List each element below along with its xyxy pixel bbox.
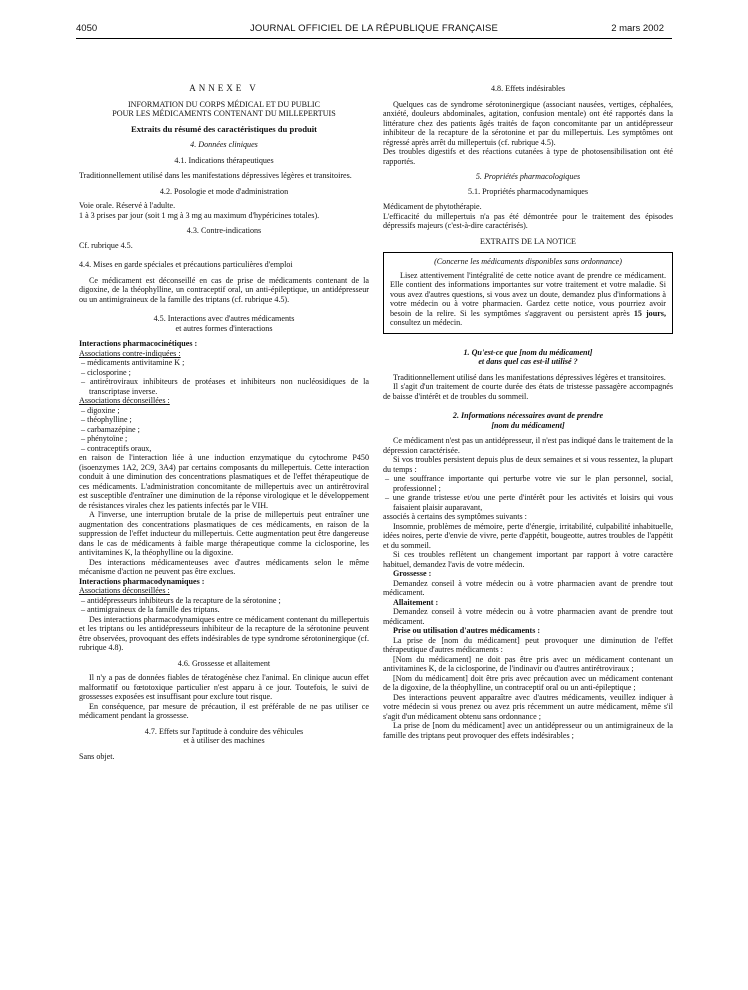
section-4-6-text-a: Il n'y a pas de données fiables de tératogénèse chez l'animal. En clinique aucun effet malformatif ou fœtotoxique particulier n'est apparu à ce jour. Toutefois, le suivi de grossesses exposées est insuffisant pour exclure tout risque.: [79, 673, 369, 701]
list-item: – phénytoïne ;: [81, 434, 128, 443]
annexe-title: ANNEXE V: [189, 83, 259, 93]
other-medicines-text-2: [Nom du médicament] ne doit pas être pris avec un médicament contenant un antivitamines K, de la ciclosporine, de l'indinavir ou d'autres antirétroviraux ;: [383, 654, 673, 673]
question-2-text-a: Ce médicament n'est pas un antidépresseur, il n'est pas indiqué dans le traitement de la dépression caractérisée.: [383, 436, 673, 455]
section-4-3-text: Cf. rubrique 4.5.: [79, 240, 133, 250]
section-4-2-heading: 4.2. Posologie et mode d'administration: [159, 186, 289, 196]
section-4-4-text: Ce médicament est déconseillé en cas de prise de médicaments contenant de la digoxine, de la théophylline, un contraceptif oral, un anti-épileptique, un antidépresseur ou un antimigraineux de la famille des triptans (cf. rubrique 4.5).: [79, 275, 369, 304]
question-2-text-c: associés à certains des symptômes suivants :: [383, 512, 527, 521]
info-heading-2: POUR LES MÉDICAMENTS CONTENANT DU MILLEPERTUIS: [112, 109, 336, 118]
notice-box-body: Lisez attentivement l'intégralité de cette notice avant de prendre ce médicament. Elle contient des informations importantes sur votre traitement et votre maladie. Si vous avez d'autres questions, si vous avez un doute, demandez plus d'informations à votre médecin ou à votre pharmacien. Gardez cette notice, vous pourriez avoir besoin de la relire. Si les symptômes s'aggravent ou persistent après: [390, 270, 666, 318]
list-item: – une grande tristesse et/ou une perte d'intérêt pour les activités et loisirs qui vous faisaient plaisir auparavant,: [385, 493, 673, 512]
header-rule: [76, 38, 672, 39]
discouraged-heading-2: Associations déconseillées :: [79, 586, 170, 595]
other-medicines-text-4: Des interactions peuvent apparaître avec d'autres médicaments, veuillez indiquer à votre médecin si vous prenez ou avez pris récemment un autre médicament, même s'il s'agit d'un médicament obtenu sans ordonnance ;: [383, 692, 673, 721]
list-item: – ciclosporine ;: [81, 367, 131, 377]
list-item: – médicaments antivitamine K ;: [81, 358, 185, 367]
section-4-5-text-c: Des interactions médicamenteuses avec d'autres médicaments selon le même mécanisme d'action ne peuvent pas être exclues.: [79, 557, 369, 576]
list-item: – contraceptifs oraux,: [81, 443, 152, 453]
info-heading-1: INFORMATION DU CORPS MÉDICAL ET DU PUBLIC: [127, 99, 321, 109]
section-5-1-heading: 5.1. Propriétés pharmacodynamiques: [467, 186, 589, 196]
question-2-text-b: Si vos troubles persistent depuis plus de deux semaines et si vous ressentez, la plupart du temps :: [383, 455, 673, 474]
other-medicines-text-5: La prise de [nom du médicament] avec un antidépresseur ou un antimigraineux de la famille des triptans peut provoquer des effets indésirables ;: [383, 721, 673, 740]
section-4-1-text: Traditionnellement utilisé dans les manifestations dépressives légères et transitoires.: [79, 171, 352, 180]
section-5-heading: 5. Propriétés pharmacologiques: [475, 172, 581, 181]
section-5-1-text-a: Médicament de phytothérapie.: [383, 202, 482, 211]
right-column: [383, 84, 673, 740]
question-2-text-d: Insomnie, problèmes de mémoire, perte d'énergie, irritabilité, culpabilité inhabituelle, idées noires, perte d'envie de vivre, perte d'appétit, bougeotte, autres troubles de l'appétit et du sommeil.: [383, 521, 673, 550]
notice-box-end: consultez un médecin.: [390, 318, 463, 327]
list-item: – antidépresseurs inhibiteurs de la recapture de la sérotonine ;: [81, 595, 281, 605]
section-4-6-text-b: En conséquence, par mesure de précaution, il est préférable de ne pas utiliser ce médicament pendant la grossesse.: [79, 701, 369, 720]
other-medicines-text-3: [Nom du médicament] doit être pris avec précaution avec un médicament contenant de la digoxine, de la théophylline, un contraceptif oral ou un anti-épileptique ;: [383, 673, 673, 692]
list-item: – digoxine ;: [81, 405, 120, 415]
section-4-5-text-a: en raison de l'interaction liée à une induction enzymatique du cytochrome P450 (isoenzymes 1A2, 2C9, 3A4) par certains composants du millepertuis. Cette interaction conduit à une diminution des concentrations plasmatiques et de l'effet thérapeutique de ces médicaments. L'administration concomitante de millepertuis avec un antirétroviral est susceptible d'entraîner une diminution de la réponse virologique et le développement de résistances virales chez les patients infectés par le VIH.: [79, 453, 369, 510]
question-2-heading-b: [nom du médicament]: [491, 420, 565, 430]
section-4-8-heading: 4.8. Effets indésirables: [490, 84, 566, 93]
notice-box: [383, 252, 673, 334]
page-number: 4050: [76, 23, 98, 34]
section-4-7-heading-b: et à utiliser des machines: [183, 736, 265, 745]
list-item: – antirétroviraux inhibiteurs de protéases et inhibiteurs non nucléosidiques de la transcriptase inverse.: [81, 377, 369, 396]
pharmacodynamic-heading: Interactions pharmacodynamiques :: [79, 576, 205, 586]
list-item: – une souffrance importante qui perturbe votre vie sur le plan personnel, social, professionnel ;: [385, 474, 673, 493]
summary-extract-heading: Extraits du résumé des caractéristiques du produit: [130, 123, 318, 134]
list-item: – antimigraineux de la famille des triptans.: [81, 605, 220, 614]
section-4-4-heading: 4.4. Mises en garde spéciales et précautions particulières d'emploi: [79, 260, 293, 269]
section-4-2-text-a: Voie orale. Réservé à l'adulte.: [79, 201, 176, 210]
question-1-text-a: Traditionnellement utilisé dans les manifestations dépressives légères et transitoires.: [393, 372, 666, 382]
list-item: – théophylline ;: [81, 415, 132, 424]
other-medicines-text-1: La prise de [nom du médicament] peut provoquer une diminution de l'effet thérapeutique d'autres médicaments :: [383, 635, 673, 654]
publication-date: 2 mars 2002: [611, 23, 664, 34]
question-2-heading-a: 2. Informations nécessaires avant de prendre: [452, 411, 604, 420]
section-4-7-heading-a: 4.7. Effets sur l'aptitude à conduire des véhicules: [144, 726, 304, 736]
pregnancy-text: Demandez conseil à votre médecin ou à votre pharmacien avant de prendre tout médicament.: [383, 578, 673, 597]
section-4-5-text-d: Des interactions pharmacodynamiques entre ce médicament contenant du millepertuis et les triptans ou les antidépresseurs inhibiteur de la recapture de la sérotonine peuvent être observées, provoquant des effets indésirables de type syndrome sérotoninergique (cf. rubrique 4.8).: [79, 614, 369, 652]
section-4-5-heading-a: 4.5. Interactions avec d'autres médicaments: [153, 314, 295, 323]
breastfeeding-heading: Allaitement :: [393, 597, 439, 607]
breastfeeding-text: Demandez conseil à votre médecin ou à votre pharmacien avant de prendre tout médicament.: [383, 607, 673, 626]
notice-box-text: [390, 271, 666, 328]
notice-box-title: (Concerne les médicaments disponibles sans ordonnance): [434, 257, 622, 266]
list-item: – carbamazépine ;: [81, 424, 140, 434]
question-1-heading-b: et dans quel cas est-il utilisé ?: [478, 357, 578, 366]
section-4-5-heading-b: et autres formes d'interactions: [175, 323, 273, 333]
discouraged-heading: Associations déconseillées :: [79, 396, 170, 405]
contraindicated-heading: Associations contre-indiquées :: [79, 348, 181, 358]
question-1-heading-a: 1. Qu'est-ce que [nom du médicament]: [463, 347, 593, 357]
section-4-7-text: Sans objet.: [79, 751, 115, 761]
pharmacokinetic-heading: Interactions pharmacocinétiques :: [79, 339, 198, 348]
left-column: [79, 84, 369, 761]
journal-title: JOURNAL OFFICIEL DE LA RÉPUBLIQUE FRANÇAISE: [249, 23, 499, 34]
section-4-1-heading: 4.1. Indications thérapeutiques: [174, 155, 274, 165]
section-4-5-text-b: A l'inverse, une interruption brutale de la prise de millepertuis peut entraîner une augmentation des concentrations plasmatiques de ces médicaments, en raison de la suppression de l'effet inducteur du millepertuis. Cette augmentation peut être dangereuse dans le cas de médicaments à faible marge thérapeutique comme la ciclosporine, les antivitamines K, la théophylline ou la digoxine.: [79, 510, 369, 557]
section-4-6-heading: 4.6. Grossesse et allaitement: [177, 658, 271, 668]
notice-box-bold: 15 jours,: [633, 308, 666, 318]
section-4-8-text-a: Quelques cas de syndrome sérotoninergique (associant nausées, vertiges, céphalées, anxiété, douleurs abdominales, agitation, confusion mentale) ont été rapportés dans la littérature chez des patients âgés traités de façon concomitante par un antidépresseur inhibiteur de la recapture de la sérotonine et par du millepertuis. Les symptômes ont régressé après arrêt du millepertuis (cf. rubrique 4.5).: [383, 99, 673, 147]
section-4-heading: 4. Données cliniques: [190, 140, 258, 149]
question-2-text-e: Si ces troubles reflètent un changement important par rapport à votre caractère habituel, demandez l'avis de votre médecin.: [383, 550, 673, 569]
section-5-1-text-b: L'efficacité du millepertuis n'a pas été démontrée pour le traitement des épisodes dépressifs majeurs (c'est-à-dire caractérisés).: [383, 211, 673, 230]
pregnancy-heading: Grossesse :: [393, 569, 432, 578]
section-4-3-heading: 4.3. Contre-indications: [186, 226, 262, 235]
question-1-text-b: Il s'agit d'un traitement de courte durée des états de tristesse passagère accompagnés de baisse d'intérêt et de troubles du sommeil.: [383, 382, 673, 401]
section-4-2-text-b: 1 à 3 prises par jour (soit 1 mg à 3 mg au maximum d'hypéricines totales).: [79, 210, 320, 220]
other-medicines-heading: Prise ou utilisation d'autres médicaments :: [393, 626, 541, 635]
section-4-8-text-b: Des troubles digestifs et des réactions cutanées à type de photosensibilisation ont été rapportés.: [383, 147, 673, 166]
notice-heading: EXTRAITS DE LA NOTICE: [480, 236, 576, 246]
